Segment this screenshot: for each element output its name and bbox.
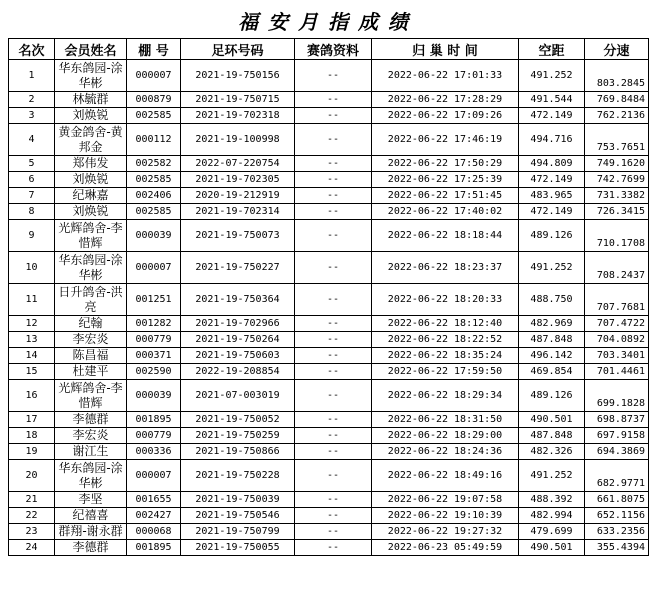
speed-cell: 701.4461 [585,364,649,380]
distance-cell: 472.149 [519,172,585,188]
page-title: 福安月指成绩 [238,10,418,34]
member-name-cell: 杜建平 [55,364,127,380]
pigeon-info-cell: -- [295,60,372,92]
rank-cell: 3 [9,108,55,124]
rank-cell: 7 [9,188,55,204]
arrival-time-cell: 2022-06-23 05:49:59 [372,540,519,556]
table-row [9,332,649,348]
arrival-time-cell: 2022-06-22 18:31:50 [372,412,519,428]
table-row [9,108,649,124]
loft-number-cell: 001895 [127,412,181,428]
ring-number-cell: 2021-19-750055 [181,540,295,556]
table-row [9,124,649,156]
rank-cell: 1 [9,60,55,92]
arrival-time-cell: 2022-06-22 18:29:00 [372,428,519,444]
member-name-cell: 郑伟发 [55,156,127,172]
table-row [9,284,649,316]
table-row [9,380,649,412]
ring-number-cell: 2021-19-750799 [181,524,295,540]
table-row [9,316,649,332]
rank-cell: 2 [9,92,55,108]
loft-number-cell: 000779 [127,428,181,444]
ring-number-cell: 2021-19-750227 [181,252,295,284]
rank-cell: 11 [9,284,55,316]
speed-cell: 803.2845 [585,60,649,92]
pigeon-info-cell: -- [295,92,372,108]
member-name-cell: 刘焕锐 [55,204,127,220]
header-speed: 分速 [585,39,649,60]
ring-number-cell: 2021-19-750259 [181,428,295,444]
table-row [9,204,649,220]
member-name-cell: 纪禧喜 [55,508,127,524]
distance-cell: 491.544 [519,92,585,108]
rank-cell: 6 [9,172,55,188]
rank-cell: 23 [9,524,55,540]
loft-number-cell: 000039 [127,220,181,252]
member-name-cell: 群翔-谢永群 [55,524,127,540]
pigeon-info-cell: -- [295,188,372,204]
pigeon-info-cell: -- [295,412,372,428]
arrival-time-cell: 2022-06-22 17:40:02 [372,204,519,220]
arrival-time-cell: 2022-06-22 17:51:45 [372,188,519,204]
pigeon-info-cell: -- [295,156,372,172]
member-name-cell: 华东鸽园-涂华彬 [55,60,127,92]
arrival-time-cell: 2022-06-22 18:22:52 [372,332,519,348]
ring-number-cell: 2021-19-750039 [181,492,295,508]
speed-cell: 682.9771 [585,460,649,492]
rank-cell: 13 [9,332,55,348]
speed-cell: 769.8484 [585,92,649,108]
pigeon-info-cell: -- [295,540,372,556]
loft-number-cell: 000068 [127,524,181,540]
table-row [9,524,649,540]
member-name-cell: 刘焕锐 [55,108,127,124]
arrival-time-cell: 2022-06-22 18:35:24 [372,348,519,364]
rank-cell: 18 [9,428,55,444]
loft-number-cell: 001655 [127,492,181,508]
distance-cell: 483.965 [519,188,585,204]
arrival-time-cell: 2022-06-22 19:27:32 [372,524,519,540]
speed-cell: 661.8075 [585,492,649,508]
distance-cell: 494.716 [519,124,585,156]
table-row [9,412,649,428]
speed-cell: 694.3869 [585,444,649,460]
table-row [9,364,649,380]
ring-number-cell: 2022-19-208854 [181,364,295,380]
ring-number-cell: 2020-19-212919 [181,188,295,204]
loft-number-cell: 002585 [127,108,181,124]
pigeon-info-cell: -- [295,444,372,460]
loft-number-cell: 001895 [127,540,181,556]
ring-number-cell: 2021-19-750052 [181,412,295,428]
speed-cell: 707.4722 [585,316,649,332]
member-name-cell: 李宏炎 [55,332,127,348]
speed-cell: 699.1828 [585,380,649,412]
distance-cell: 472.149 [519,108,585,124]
arrival-time-cell: 2022-06-22 18:20:33 [372,284,519,316]
speed-cell: 652.1156 [585,508,649,524]
distance-cell: 472.149 [519,204,585,220]
ring-number-cell: 2021-19-702314 [181,204,295,220]
distance-cell: 491.252 [519,60,585,92]
speed-cell: 731.3382 [585,188,649,204]
loft-number-cell: 000779 [127,332,181,348]
member-name-cell: 谢江生 [55,444,127,460]
member-name-cell: 李宏炎 [55,428,127,444]
speed-cell: 726.3415 [585,204,649,220]
speed-cell: 703.3401 [585,348,649,364]
speed-cell: 762.2136 [585,108,649,124]
distance-cell: 494.809 [519,156,585,172]
speed-cell: 710.1708 [585,220,649,252]
member-name-cell: 华东鸽园-涂华彬 [55,460,127,492]
member-name-cell: 华东鸽园-涂华彬 [55,252,127,284]
loft-number-cell: 002585 [127,204,181,220]
speed-cell: 707.7681 [585,284,649,316]
distance-cell: 482.326 [519,444,585,460]
pigeon-info-cell: -- [295,508,372,524]
header-member-name: 会员姓名 [55,39,127,60]
ring-number-cell: 2021-19-750156 [181,60,295,92]
speed-cell: 708.2437 [585,252,649,284]
ring-number-cell: 2022-07-220754 [181,156,295,172]
distance-cell: 489.126 [519,380,585,412]
table-row [9,540,649,556]
pigeon-info-cell: -- [295,124,372,156]
member-name-cell: 李德群 [55,412,127,428]
rank-cell: 12 [9,316,55,332]
arrival-time-cell: 2022-06-22 19:10:39 [372,508,519,524]
rank-cell: 14 [9,348,55,364]
ring-number-cell: 2021-19-750866 [181,444,295,460]
distance-cell: 491.252 [519,460,585,492]
rank-cell: 8 [9,204,55,220]
ring-number-cell: 2021-19-702318 [181,108,295,124]
ring-number-cell: 2021-19-750264 [181,332,295,348]
table-row [9,156,649,172]
table-row [9,348,649,364]
pigeon-info-cell: -- [295,380,372,412]
distance-cell: 487.848 [519,332,585,348]
table-row [9,188,649,204]
results-table [8,38,649,556]
pigeon-info-cell: -- [295,492,372,508]
loft-number-cell: 000336 [127,444,181,460]
distance-cell: 469.854 [519,364,585,380]
header-arrival-time: 归 巢 时 间 [372,39,519,60]
arrival-time-cell: 2022-06-22 17:25:39 [372,172,519,188]
pigeon-info-cell: -- [295,316,372,332]
arrival-time-cell: 2022-06-22 18:23:37 [372,252,519,284]
pigeon-info-cell: -- [295,428,372,444]
arrival-time-cell: 2022-06-22 18:18:44 [372,220,519,252]
ring-number-cell: 2021-19-750073 [181,220,295,252]
loft-number-cell: 002590 [127,364,181,380]
pigeon-info-cell: -- [295,348,372,364]
pigeon-info-cell: -- [295,252,372,284]
loft-number-cell: 000879 [127,92,181,108]
loft-number-cell: 002582 [127,156,181,172]
rank-cell: 10 [9,252,55,284]
rank-cell: 21 [9,492,55,508]
header-rank: 名次 [9,39,55,60]
ring-number-cell: 2021-19-750546 [181,508,295,524]
distance-cell: 488.750 [519,284,585,316]
header-pigeon-info: 赛鸽资料 [295,39,372,60]
loft-number-cell: 000007 [127,460,181,492]
distance-cell: 490.501 [519,412,585,428]
table-row [9,460,649,492]
pigeon-info-cell: -- [295,460,372,492]
pigeon-info-cell: -- [295,108,372,124]
arrival-time-cell: 2022-06-22 17:46:19 [372,124,519,156]
table-row [9,172,649,188]
member-name-cell: 陈昌福 [55,348,127,364]
member-name-cell: 李德群 [55,540,127,556]
table-row [9,492,649,508]
distance-cell: 490.501 [519,540,585,556]
ring-number-cell: 2021-19-750715 [181,92,295,108]
table-row [9,92,649,108]
rank-cell: 20 [9,460,55,492]
table-row [9,444,649,460]
arrival-time-cell: 2022-06-22 17:09:26 [372,108,519,124]
distance-cell: 487.848 [519,428,585,444]
member-name-cell: 林毓群 [55,92,127,108]
ring-number-cell: 2021-19-702305 [181,172,295,188]
pigeon-info-cell: -- [295,332,372,348]
distance-cell: 479.699 [519,524,585,540]
rank-cell: 24 [9,540,55,556]
loft-number-cell: 000371 [127,348,181,364]
arrival-time-cell: 2022-06-22 17:01:33 [372,60,519,92]
speed-cell: 753.7651 [585,124,649,156]
header-distance: 空距 [519,39,585,60]
loft-number-cell: 002585 [127,172,181,188]
distance-cell: 482.994 [519,508,585,524]
rank-cell: 17 [9,412,55,428]
ring-number-cell: 2021-19-100998 [181,124,295,156]
table-row [9,220,649,252]
speed-cell: 697.9158 [585,428,649,444]
member-name-cell: 黄金鸽舍-黄邦金 [55,124,127,156]
table-row [9,508,649,524]
speed-cell: 698.8737 [585,412,649,428]
pigeon-info-cell: -- [295,524,372,540]
loft-number-cell: 000007 [127,60,181,92]
arrival-time-cell: 2022-06-22 17:50:29 [372,156,519,172]
member-name-cell: 刘焕锐 [55,172,127,188]
speed-cell: 704.0892 [585,332,649,348]
loft-number-cell: 000007 [127,252,181,284]
rank-cell: 4 [9,124,55,156]
arrival-time-cell: 2022-06-22 17:59:50 [372,364,519,380]
pigeon-info-cell: -- [295,284,372,316]
member-name-cell: 光辉鸽舍-李惜辉 [55,220,127,252]
pigeon-info-cell: -- [295,172,372,188]
table-row [9,252,649,284]
speed-cell: 633.2356 [585,524,649,540]
loft-number-cell: 002427 [127,508,181,524]
arrival-time-cell: 2022-06-22 18:24:36 [372,444,519,460]
header-ring-number: 足环号码 [181,39,295,60]
member-name-cell: 纪琳嘉 [55,188,127,204]
rank-cell: 19 [9,444,55,460]
pigeon-info-cell: -- [295,204,372,220]
distance-cell: 482.969 [519,316,585,332]
distance-cell: 496.142 [519,348,585,364]
member-name-cell: 日升鸽舍-洪亮 [55,284,127,316]
distance-cell: 491.252 [519,252,585,284]
header-row [9,39,649,60]
member-name-cell: 光辉鸽舍-李惜辉 [55,380,127,412]
arrival-time-cell: 2022-06-22 18:29:34 [372,380,519,412]
speed-cell: 749.1620 [585,156,649,172]
arrival-time-cell: 2022-06-22 18:49:16 [372,460,519,492]
arrival-time-cell: 2022-06-22 19:07:58 [372,492,519,508]
loft-number-cell: 001282 [127,316,181,332]
rank-cell: 5 [9,156,55,172]
table-row [9,428,649,444]
table-row [9,60,649,92]
speed-cell: 742.7699 [585,172,649,188]
rank-cell: 15 [9,364,55,380]
arrival-time-cell: 2022-06-22 17:28:29 [372,92,519,108]
loft-number-cell: 000039 [127,380,181,412]
member-name-cell: 纪翰 [55,316,127,332]
loft-number-cell: 002406 [127,188,181,204]
ring-number-cell: 2021-19-750364 [181,284,295,316]
pigeon-info-cell: -- [295,220,372,252]
ring-number-cell: 2021-19-750603 [181,348,295,364]
speed-cell: 355.4394 [585,540,649,556]
ring-number-cell: 2021-19-750228 [181,460,295,492]
loft-number-cell: 000112 [127,124,181,156]
header-loft-number: 棚 号 [127,39,181,60]
rank-cell: 16 [9,380,55,412]
ring-number-cell: 2021-07-003019 [181,380,295,412]
distance-cell: 489.126 [519,220,585,252]
ring-number-cell: 2021-19-702966 [181,316,295,332]
distance-cell: 488.392 [519,492,585,508]
arrival-time-cell: 2022-06-22 18:12:40 [372,316,519,332]
rank-cell: 9 [9,220,55,252]
loft-number-cell: 001251 [127,284,181,316]
member-name-cell: 李坚 [55,492,127,508]
pigeon-info-cell: -- [295,364,372,380]
rank-cell: 22 [9,508,55,524]
